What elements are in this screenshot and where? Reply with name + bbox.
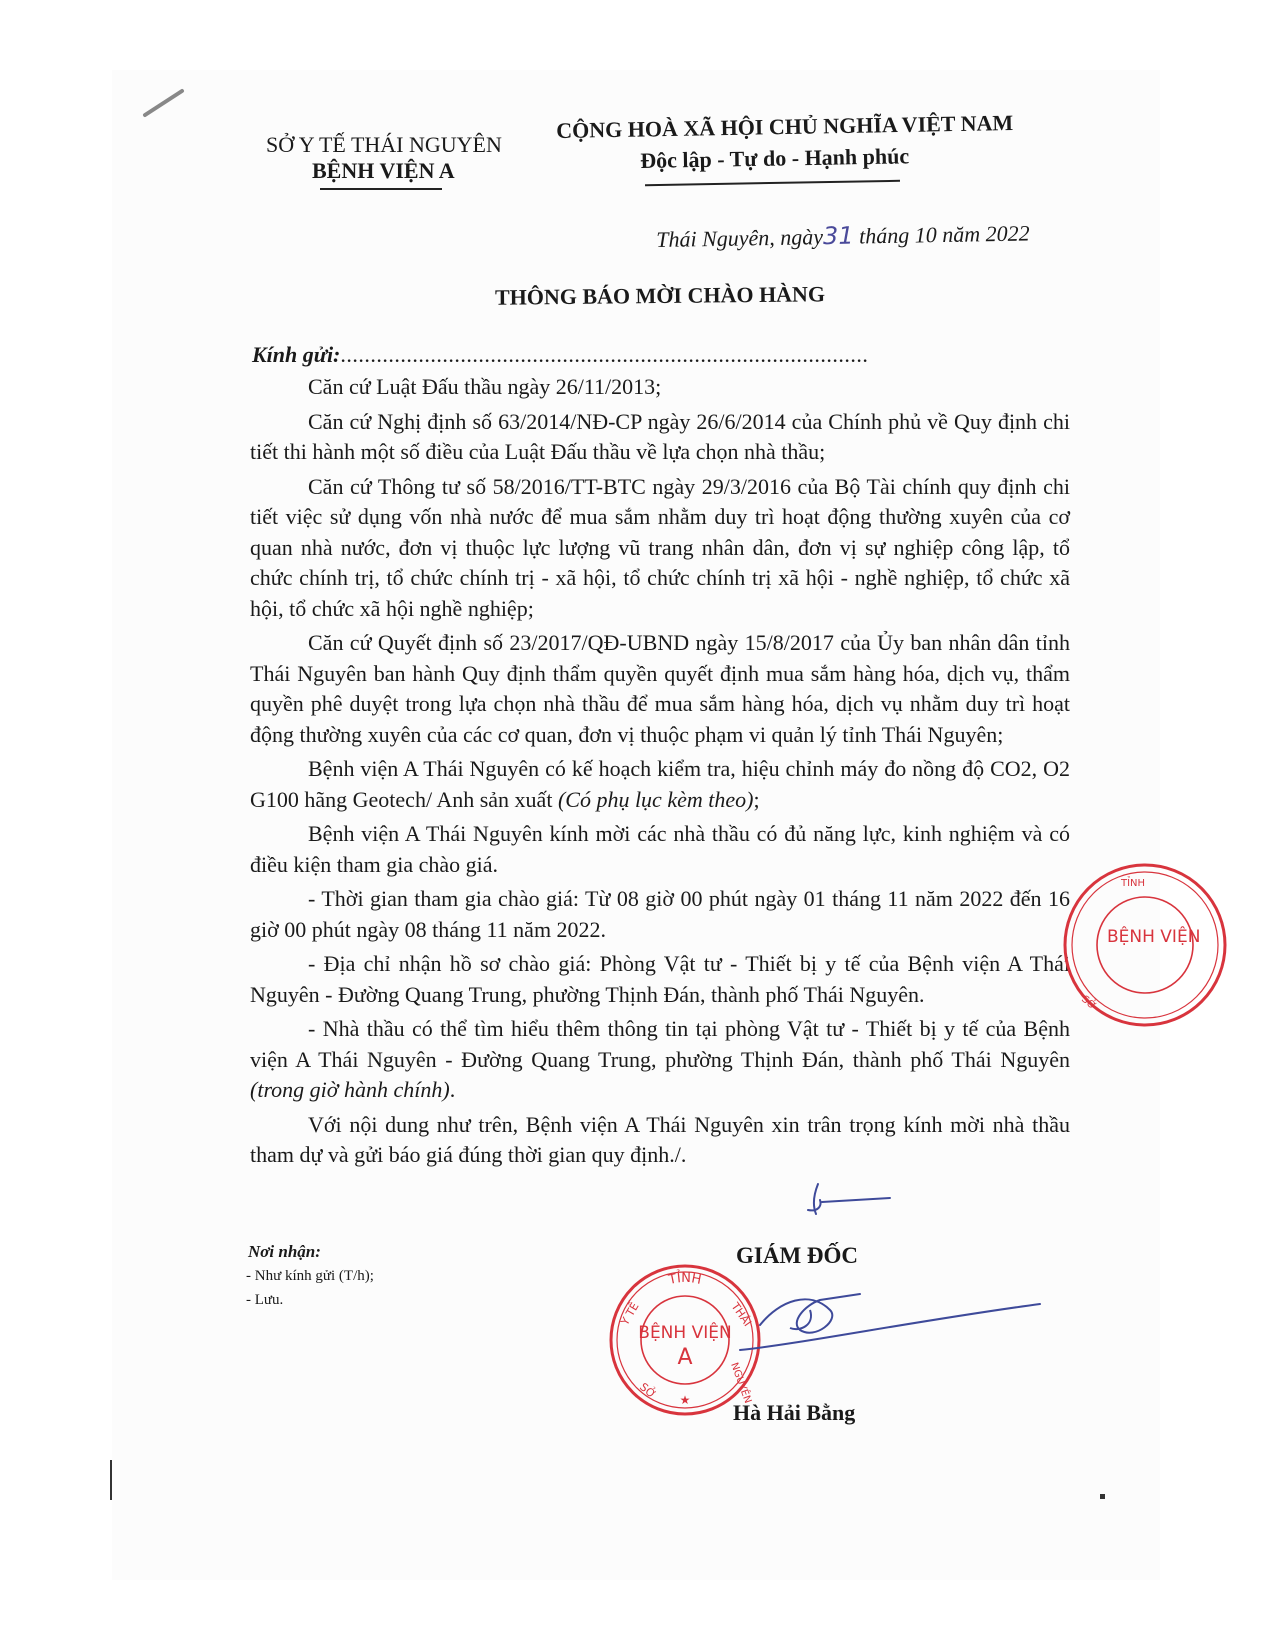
stamp-ring-so: SỞ <box>637 1380 659 1402</box>
stamp-ring-bottom: NGUYÊN <box>728 1361 754 1405</box>
recipients-label: Nơi nhận: <box>248 1242 321 1261</box>
paragraph-9-italic: (trong giờ hành chính) <box>250 1077 450 1102</box>
director-signature <box>720 1270 1050 1380</box>
scan-edge-right <box>1100 1494 1105 1499</box>
stamp-star: ★ <box>679 1393 691 1407</box>
addressee-dots: ........................................................................................ <box>340 342 869 367</box>
paragraph-5-main: Bệnh viện A Thái Nguyên có kế hoạch kiểm tra, hiệu chỉnh máy đo nồng độ CO2, O2 G100 hãng Geotech/ Anh sản xuất <box>250 756 1070 812</box>
paragraph-6: Bệnh viện A Thái Nguyên kính mời các nhà thầu có đủ năng lực, kinh nghiệm và có điều kiện tham gia chào giá. <box>250 821 1070 877</box>
date-prefix: Thái Nguyên, ngày <box>656 224 824 252</box>
signature-name: Hà Hải Bằng <box>733 1400 856 1425</box>
body-text <box>250 372 1070 1171</box>
paragraph-7: - Thời gian tham gia chào giá: Từ 08 giờ 00 phút ngày 01 tháng 11 năm 2022 đến 16 giờ 00 phút ngày 08 tháng 11 năm 2022. <box>250 886 1070 942</box>
paragraph-8: - Địa chỉ nhận hồ sơ chào giá: Phòng Vật tư - Thiết bị y tế của Bệnh viện A Thái Nguyên - Đường Quang Trung, phường Thịnh Đán, thành phố Thái Nguyên. <box>250 951 1070 1007</box>
header-motto: Độc lập - Tự do - Hạnh phúc <box>640 143 910 173</box>
recipient-item-2: - Lưu. <box>246 1292 284 1308</box>
paragraph-4: Căn cứ Quyết định số 23/2017/QĐ-UBND ngày 15/8/2017 của Ủy ban nhân dân tỉnh Thái Nguyên ban hành Quy định thẩm quyền quyết định mua sắm hàng hóa, dịch vụ, thẩm quyền phê duyệt trong lựa chọn nhà thầu để mua sắm hàng hóa, dịch vụ nhằm duy trì hoạt động thường xuyên của các cơ quan, đơn vị thuộc phạm vi quản lý tỉnh Thái Nguyên; <box>250 630 1070 747</box>
header-unit: BỆNH VIỆN A <box>312 158 455 183</box>
header-nation: CỘNG HOÀ XÃ HỘI CHỦ NGHĨA VIỆT NAM <box>556 110 1014 143</box>
seam-stamp-ring-so: SỞ <box>1079 993 1099 1013</box>
seam-stamp <box>1035 860 1201 1030</box>
paragraph-9-end: . <box>449 1077 456 1102</box>
stamp-ring-right: THÁI <box>728 1300 754 1329</box>
seam-stamp-center: BỆNH VIỆN <box>1107 927 1201 947</box>
document-title: THÔNG BÁO MỜI CHÀO HÀNG <box>494 281 826 310</box>
seam-stamp-ring-top: TỈNH <box>1121 878 1146 889</box>
initial-mark <box>800 1180 895 1220</box>
stamp-ring-top: TỈNH <box>667 1270 703 1288</box>
header-agency: SỞ Y TẾ THÁI NGUYÊN <box>266 132 502 157</box>
paragraph-2: Căn cứ Nghị định số 63/2014/NĐ-CP ngày 26/6/2014 của Chính phủ về Quy định chi tiết thi hành một số điều của Luật Đấu thầu về lựa chọn nhà thầu; <box>250 408 1070 464</box>
addressee-label: Kính gửi: <box>252 342 341 367</box>
stamp-ring-left: Y TẾ <box>618 1300 642 1328</box>
pen-mark <box>140 85 190 120</box>
paragraph-1: Căn cứ Luật Đấu thầu ngày 26/11/2013; <box>308 374 662 399</box>
stamp-center: BỆNH VIỆN <box>638 1323 732 1343</box>
paragraph-9 <box>250 1014 1070 1106</box>
scan-edge-left <box>110 1460 112 1500</box>
addressee-line <box>252 342 868 368</box>
paragraph-5-italic: (Có phụ lục kèm theo) <box>557 786 754 812</box>
paragraph-10: Với nội dung như trên, Bệnh viện A Thái Nguyên xin trân trọng kính mời nhà thầu tham dự và gửi báo giá đúng thời gian quy định./. <box>250 1111 1070 1167</box>
date-day-handwritten: 31 <box>822 221 854 251</box>
unit-underline <box>320 188 442 190</box>
stamp-letter: A <box>677 1345 693 1370</box>
paragraph-3: Căn cứ Thông tư số 58/2016/TT-BTC ngày 29/3/2016 của Bộ Tài chính quy định chi tiết việc sử dụng vốn nhà nước để mua sắm nhằm duy trì hoạt động thường xuyên của cơ quan nhà nước, đơn vị thuộc lực lượng vũ trang nhân dân, đơn vị sự nghiệp công lập, tổ chức chính trị, tổ chức chính trị - xã hội, tổ chức chính trị xã hội - nghề nghiệp, tổ chức xã hội, tổ chức xã hội nghề nghiệp; <box>250 473 1070 621</box>
paragraph-9-main: - Nhà thầu có thể tìm hiểu thêm thông tin tại phòng Vật tư - Thiết bị y tế của Bệnh viện A Thái Nguyên - Đường Quang Trung, phường Thịnh Đán, thành phố Thái Nguyên <box>250 1016 1070 1072</box>
date-suffix: tháng 10 năm 2022 <box>853 220 1030 249</box>
paragraph-5 <box>250 754 1070 815</box>
paragraph-5-end: ; <box>753 786 760 812</box>
signature-position: GIÁM ĐỐC <box>736 1243 859 1268</box>
recipient-item-1: - Như kính gửi (T/h); <box>246 1268 374 1284</box>
